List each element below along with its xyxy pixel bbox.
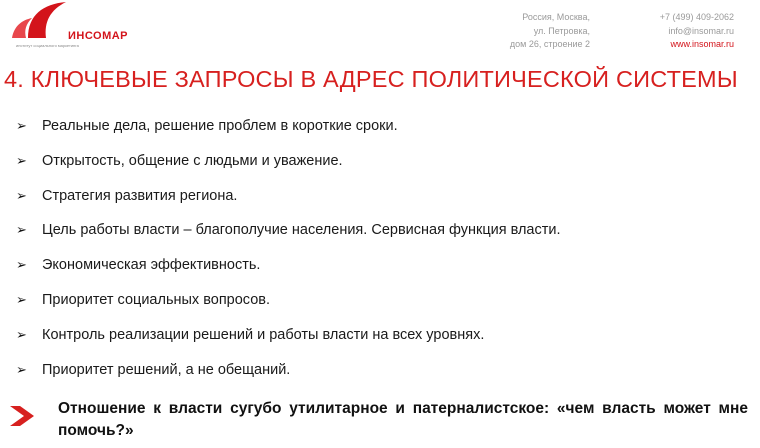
bullet-text: Контроль реализации решений и работы власти на всех уровнях. [42, 326, 485, 343]
check-arrow-icon: ➢ [16, 257, 27, 273]
bullet-item [16, 360, 736, 395]
bullet-text: Приоритет решений, а не обещаний. [42, 361, 291, 378]
check-arrow-icon: ➢ [16, 291, 27, 307]
bullet-text: Стратегия развития региона. [42, 187, 238, 204]
bullet-item [16, 255, 736, 290]
bullet-item [16, 116, 736, 151]
bullet-text: Открытость, общение с людьми и уважение. [42, 152, 343, 169]
bullet-item [16, 151, 736, 186]
bullet-item [16, 325, 736, 360]
address-line: дом 26, строение 2 [509, 39, 590, 49]
insomar-logo [8, 0, 128, 50]
address-line: ул. Петровка, [533, 25, 590, 36]
logo-name: ИНСОМАР [68, 30, 129, 42]
conclusion-block [8, 398, 748, 446]
check-arrow-icon: ➢ [16, 326, 27, 342]
bullet-text: Цель работы власти – благополучие населения. Сервисная функция власти. [42, 222, 561, 239]
address-line: Россия, Москва, [522, 12, 590, 22]
address-block [510, 11, 590, 52]
email-address: info@insomar.ru [668, 25, 734, 36]
bullet-text: Реальные дела, решение проблем в короткие сроки. [42, 118, 398, 134]
bullet-item [16, 220, 736, 255]
contacts-block [660, 11, 734, 52]
check-arrow-icon: ➢ [16, 152, 27, 168]
bullet-item [16, 290, 736, 325]
slide-header [0, 0, 760, 58]
red-chevron-icon [8, 404, 38, 428]
phone-number: +7 (499) 409-2062 [659, 12, 734, 22]
bullet-item [16, 186, 736, 221]
check-arrow-icon: ➢ [16, 222, 27, 238]
bullet-text: Экономическая эффективность. [42, 257, 261, 274]
website-link: www.insomar.ru [670, 39, 734, 49]
check-arrow-icon: ➢ [16, 118, 27, 133]
slide-title: 4. КЛЮЧЕВЫЕ ЗАПРОСЫ В АДРЕС ПОЛИТИЧЕСКОЙ СИСТЕМЫ [4, 66, 738, 92]
bullet-list [16, 116, 736, 394]
logo-tagline: институт социального маркетинга [16, 43, 79, 48]
check-arrow-icon: ➢ [16, 361, 27, 377]
bullet-text: Приоритет социальных вопросов. [42, 291, 271, 308]
conclusion-text: Отношение к власти сугубо утилитарное и патерналистское: «чем власть может мне помочь?» [58, 400, 748, 439]
check-arrow-icon: ➢ [16, 187, 27, 203]
